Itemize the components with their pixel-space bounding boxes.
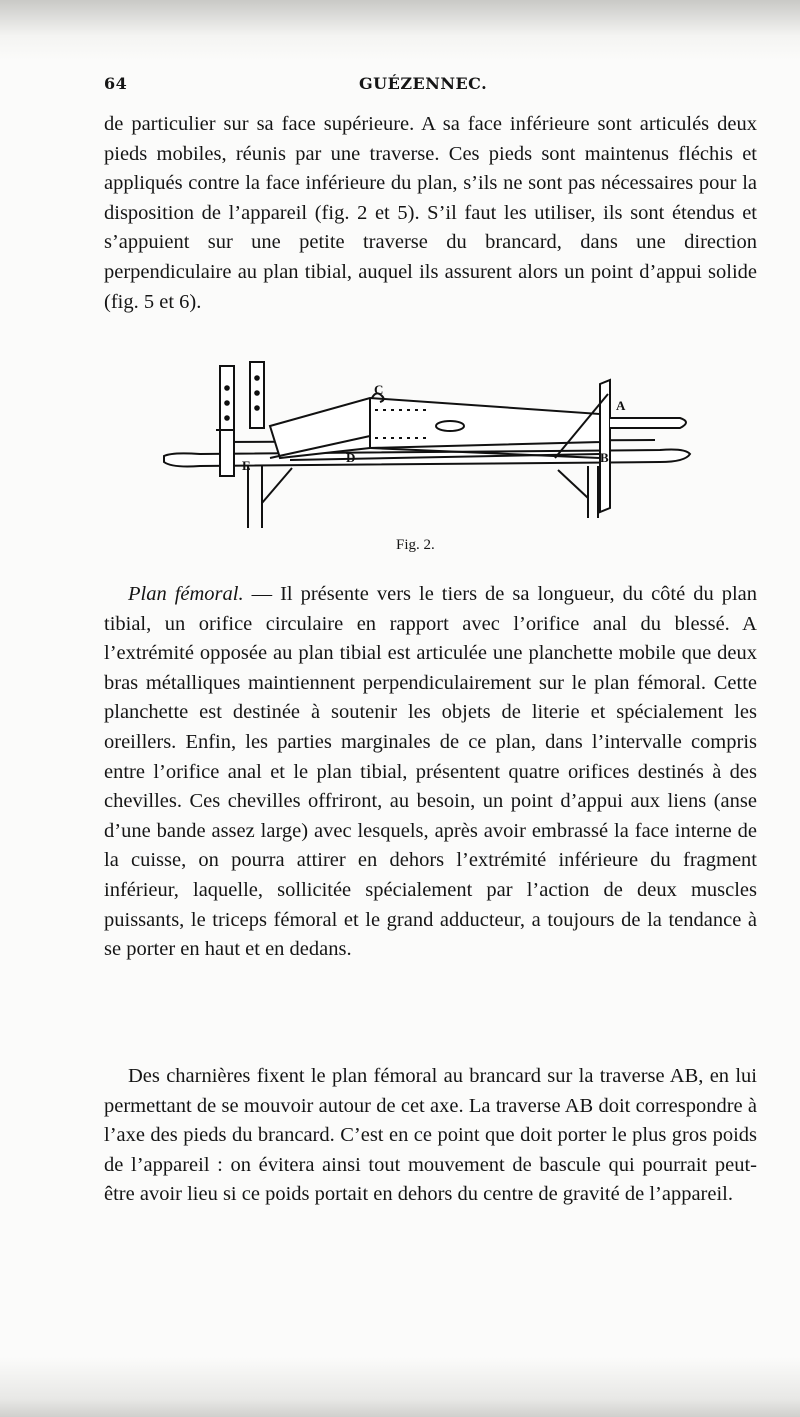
femoral-plane [270, 398, 600, 458]
paragraph-2-title: Plan fémoral. [128, 583, 244, 605]
scan-bottom-edge [0, 1357, 800, 1417]
figure-label-e: E [242, 458, 251, 473]
figure-stretcher-drawing [160, 358, 700, 533]
paragraph-2 [104, 580, 757, 965]
figure-label-a: A [616, 398, 626, 413]
paragraph-3 [104, 1062, 757, 1210]
paragraph-1-text: de particulier sur sa face supérieure. A sa face inférieure sont articulés deux pieds mobiles, réunis par une traverse. Ces pieds sont maintenus fléchis et appliqués contre la face inférieure du plan, s’ils ne sont pas nécessaires pour la disposition de l’appareil (fig. 2 et 5). S’il faut les utiliser, ils sont étendus et s’appuient sur une petite traverse du brancard, dans une direction perpendiculaire au plan tibial, auquel ils assurent alors un point d’appui solide (fig. 5 et 6). [104, 113, 757, 313]
paragraph-2-text: — Il présente vers le tiers de sa longueur, du côté du plan tibial, un orifice circulaire en rapport avec l’orifice anal du blessé. A l’extrémité opposée au plan tibial est articulée une planchette mobile que deux bras métalliques maintiennent perpendiculairement sur le plan fémoral. Cette planchette est destinée à soutenir les objets de literie et spécialement les oreillers. Enfin, les parties marginales de ce plan, dans l’intervalle compris entre l’orifice anal et le plan tibial, présentent quatre orifices destinés à des chevilles. Ces chevilles offriront, au besoin, un point d’appui aux liens (anse d’une bande assez large) avec lesquels, après avoir embrassé la face interne de la cuisse, on pourra attirer en dehors l’extrémité inférieure du fragment inférieur, laquelle, sollicitée spécialement par l’action de deux muscles puissants, le triceps fémoral et le grand adducteur, a toujours de la tendance à se porter en haut et en dedans. [104, 583, 757, 961]
page-number: 64 [104, 74, 128, 93]
figure-label-c: C [374, 382, 384, 397]
figure-caption: Fig. 2. [396, 537, 435, 553]
right-handle [610, 418, 686, 428]
page-header [104, 74, 754, 100]
paragraph-3-text: Des charnières fixent le plan fémoral au brancard sur la traverse AB, en lui permettant de se mouvoir autour de cet axe. La traverse AB doit correspondre à l’axe des pieds du brancard. C’est en ce point que doit porter le plus gros poids de l’appareil : on évitera ainsi tout mouvement de bascule qui pourrait peut-être avoir lieu si ce poids portait en dehors du centre de gravité de l’appareil. [104, 1065, 757, 1206]
left-leg-brace [262, 468, 292, 503]
scan-top-edge [0, 0, 800, 60]
paragraph-1 [104, 110, 757, 317]
figure-label-b: B [600, 450, 609, 465]
figure-label-d: D [346, 450, 356, 465]
right-leg-brace [558, 470, 588, 498]
tibial-plank [600, 380, 610, 512]
running-head: GUÉZENNEC. [359, 74, 488, 93]
headboard-post-left [220, 366, 234, 476]
